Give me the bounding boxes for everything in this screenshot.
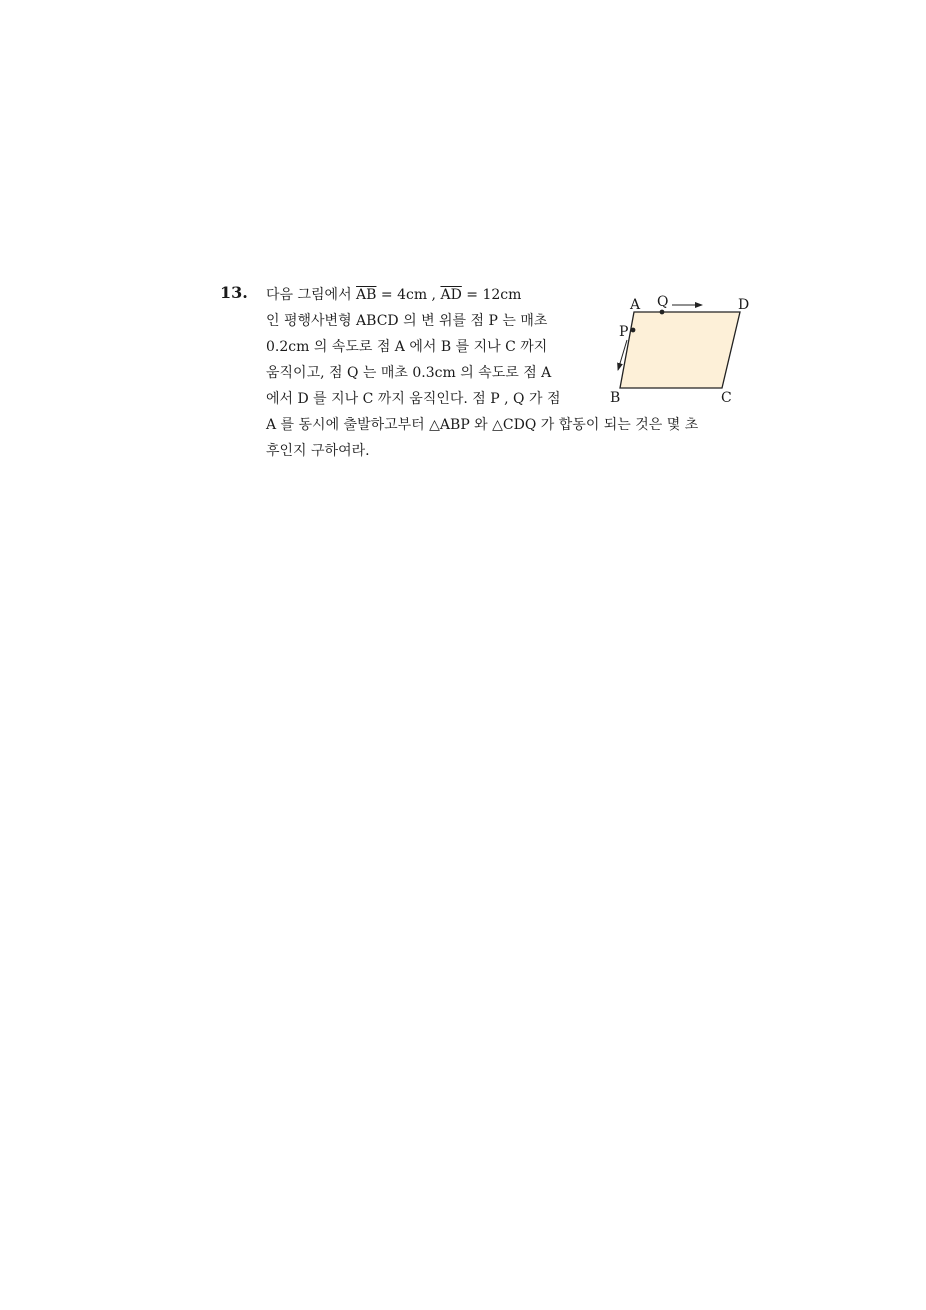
length-ab: = 4cm , bbox=[376, 287, 441, 303]
segment-ad: $\overline{AD}$ bbox=[440, 287, 462, 303]
parallelogram-abcd bbox=[620, 312, 740, 388]
label-p: P bbox=[619, 324, 629, 340]
problem-line-7: 후인지 구하여라. bbox=[266, 443, 370, 459]
problem-line-6: A 를 동시에 출발하고부터 △ABP 와 △CDQ 가 합동이 되는 것은 몇 초 bbox=[266, 417, 699, 433]
line1-prefix: 다음 그림에서 bbox=[266, 287, 357, 303]
problem-line-4: 움직이고, 점 Q 는 매초 0.3cm 의 속도로 점 A bbox=[266, 365, 552, 381]
segment-ab: $\overline{AB}$ bbox=[356, 287, 377, 303]
problem-line-1 bbox=[266, 286, 521, 304]
label-d: D bbox=[738, 297, 750, 313]
point-p bbox=[631, 328, 636, 333]
length-ad: = 12cm bbox=[461, 287, 522, 303]
label-b: B bbox=[610, 390, 621, 406]
problem-number: 13. bbox=[220, 283, 248, 302]
label-q: Q bbox=[657, 294, 669, 310]
label-a: A bbox=[630, 297, 641, 313]
label-c: C bbox=[721, 390, 732, 406]
point-q bbox=[660, 310, 665, 315]
problem-line-2: 인 평행사변형 ABCD 의 변 위를 점 P 는 매초 bbox=[266, 313, 548, 329]
parallelogram-figure bbox=[606, 292, 756, 412]
problem-line-5: 에서 D 를 지나 C 까지 움직인다. 점 P , Q 가 점 bbox=[266, 391, 561, 407]
problem-line-3: 0.2cm 의 속도로 점 A 에서 B 를 지나 C 까지 bbox=[266, 339, 548, 355]
